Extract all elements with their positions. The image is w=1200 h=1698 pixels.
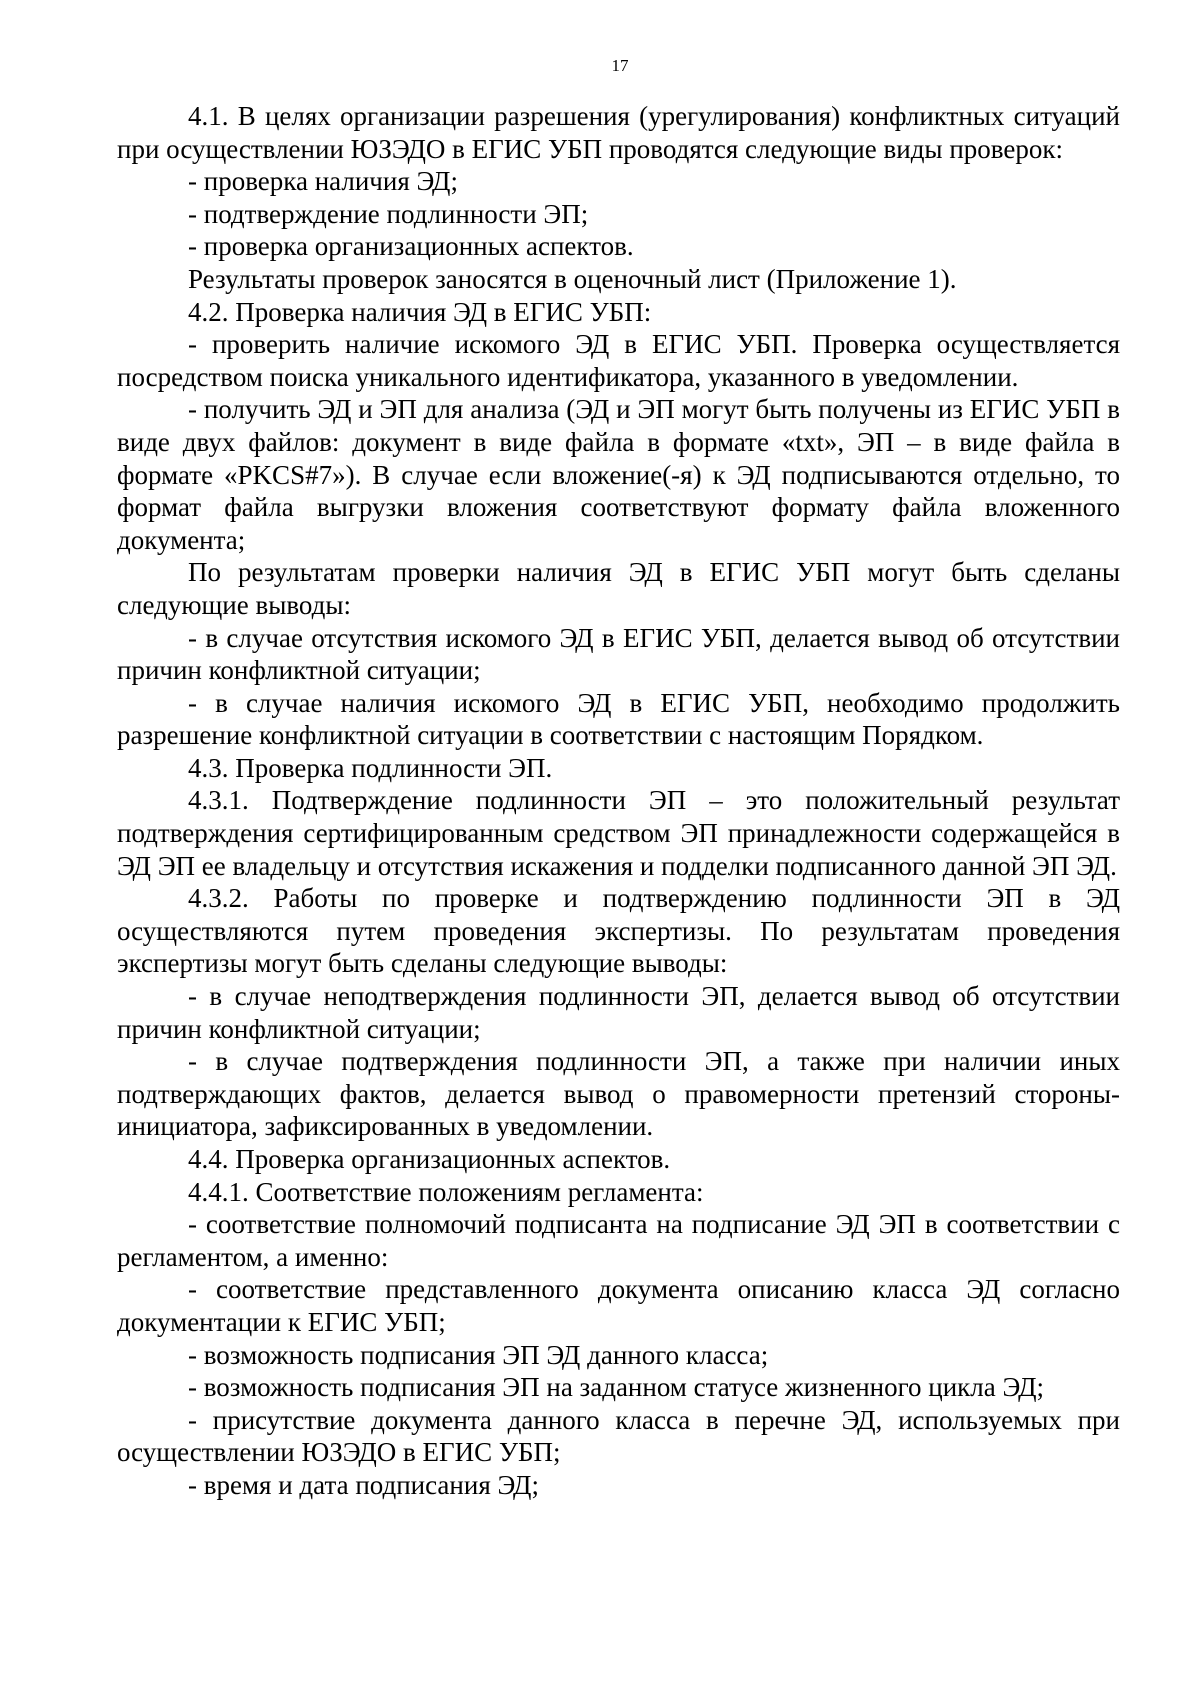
list-item-absence: - в случае отсутствия искомого ЭД в ЕГИС УБП, делается вывод об отсутствии причин конфликтной ситуации; <box>117 622 1120 686</box>
list-item-sign-status: - возможность подписания ЭП на заданном статусе жизненного цикла ЭД; <box>188 1372 1044 1403</box>
list-item-not-confirmed: - в случае неподтверждения подлинности ЭП, делается вывод об отсутствии причин конфликтной ситуации; <box>117 981 1120 1044</box>
paragraph-4-2: 4.2. Проверка наличия ЭД в ЕГИС УБП: <box>188 296 652 327</box>
document-body <box>117 100 1120 1502</box>
list-item-sign-datetime: - время и дата подписания ЭД; <box>188 1469 539 1500</box>
list-item-sign-class: - возможность подписания ЭП ЭД данного класса; <box>188 1339 769 1370</box>
paragraph-results: Результаты проверок заносятся в оценочный лист (Приложение 1). <box>188 263 957 294</box>
list-item-check-presence: - проверить наличие искомого ЭД в ЕГИС УБП. Проверка осуществляется посредством поиска уникального идентификатора, указанного в уведомлении. <box>117 329 1120 392</box>
paragraph-conclusions-4-2: По результатам проверки наличия ЭД в ЕГИС УБП могут быть сделаны следующие выводы: <box>117 557 1120 620</box>
paragraph-4-3: 4.3. Проверка подлинности ЭП. <box>188 752 553 783</box>
paragraph-4-4-1: 4.4.1. Соответствие положениям регламента: <box>188 1176 704 1207</box>
list-item-presence: - в случае наличия искомого ЭД в ЕГИС УБП, необходимо продолжить разрешение конфликтной ситуации в соответствии с настоящим Порядком. <box>117 687 1120 751</box>
list-item-check-ed: - проверка наличия ЭД; <box>188 166 458 197</box>
list-item-confirmed: - в случае подтверждения подлинности ЭП, а также при наличии иных подтверждающих фактов, делается вывод о правомерности претензий стороны-инициатора, зафиксированных в уведомлении. <box>117 1046 1120 1142</box>
list-item-signer-authority: - соответствие полномочий подписанта на подписание ЭД ЭП в соответствии с регламентом, а именно: <box>117 1209 1120 1272</box>
page-number: 17 <box>611 56 629 75</box>
paragraph-4-1: 4.1. В целях организации разрешения (урегулирования) конфликтных ситуаций при осуществлении ЮЗЭДО в ЕГИС УБП проводятся следующие виды проверок: <box>117 101 1120 164</box>
paragraph-4-4: 4.4. Проверка организационных аспектов. <box>188 1144 671 1174</box>
list-item-class-in-list: - присутствие документа данного класса в перечне ЭД, используемых при осуществлении ЮЗЭДО в ЕГИС УБП; <box>117 1404 1120 1468</box>
list-item-class-match: - соответствие представленного документа описанию класса ЭД согласно документации к ЕГИС УБП; <box>117 1274 1120 1337</box>
list-item-check-org: - проверка организационных аспектов. <box>188 231 634 262</box>
paragraph-4-3-1: 4.3.1. Подтверждение подлинности ЭП – это положительный результат подтверждения сертифицированным средством ЭП принадлежности содержащейся в ЭД ЭП ее владельцу и отсутствия искажения и подделки подписанного данной ЭП ЭД. <box>117 785 1120 881</box>
list-item-get-ed-ep: - получить ЭД и ЭП для анализа (ЭД и ЭП могут быть получены из ЕГИС УБП в виде двух файлов: документ в виде файла в формате «txt», ЭП – в виде файла в формате «PKCS#7»). В случае если вложение(-я) к ЭД подписываются отдельно, то формат файла выгрузки вложения соответствуют формату файла вложенного документа; <box>117 394 1120 555</box>
list-item-confirm-ep: - подтверждение подлинности ЭП; <box>188 198 589 229</box>
paragraph-4-3-2: 4.3.2. Работы по проверке и подтверждению подлинности ЭП в ЭД осуществляются путем проведения экспертизы. По результатам проведения экспертизы могут быть сделаны следующие выводы: <box>117 883 1120 979</box>
